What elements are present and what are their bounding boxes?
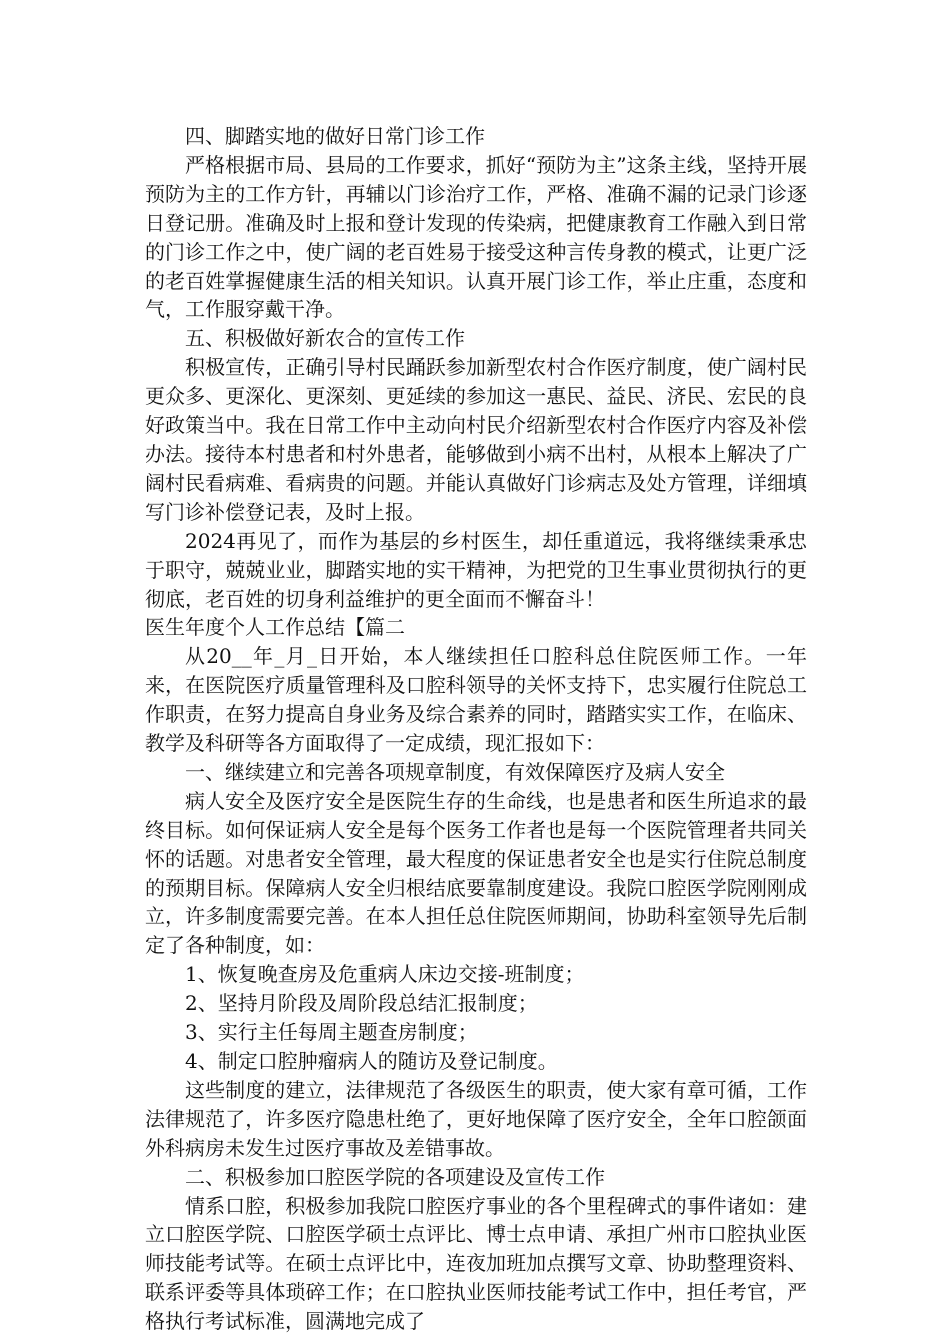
list-item: 4、制定口腔肿瘤病人的随访及登记制度。 [185, 1049, 558, 1073]
body-paragraph: 从20__年_月_日开始，本人继续担任口腔科总住院医师工作。一年来，在医院医疗质量管理科及口腔科领导的关怀支持下，忠实履行住院总工作职责，在努力提高自身业务及综合素养的同时，踏踏实实工作，在临床、教学及科研等各方面取得了一定成绩，现汇报如下： [145, 644, 807, 756]
body-paragraph: 2024再见了，而作为基层的乡村医生，却任重道远，我将继续秉承忠于职守，兢兢业业，脚踏实地的实干精神，为把党的卫生事业贯彻执行的更彻底，老百姓的切身利益维护的更全面而不懈奋斗！ [145, 528, 807, 611]
article-title: 医生年度个人工作总结【篇二 [145, 615, 405, 640]
section-heading-1: 一、继续建立和完善各项规章制度，有效保障医疗及病人安全 [185, 759, 725, 784]
body-paragraph: 这些制度的建立，法律规范了各级医生的职责，使大家有章可循，工作法律规范了，许多医疗隐患杜绝了，更好地保障了医疗安全，全年口腔颌面外科病房未发生过医疗事故及差错事故。 [145, 1077, 807, 1160]
body-paragraph: 情系口腔，积极参加我院口腔医疗事业的各个里程碑式的事件诸如：建立口腔医学院、口腔医学硕士点评比、博士点申请、承担广州市口腔执业医师技能考试等。在硕士点评比中，连夜加班加点撰写文章、协助整理资料、联系评委等具体琐碎工作；在口腔执业医师技能考试工作中，担任考官，严格执行考试标准，圆满地完成了 [145, 1193, 807, 1334]
list-item: 2、坚持月阶段及周阶段总结汇报制度； [185, 991, 538, 1016]
body-paragraph: 严格根据市局、县局的工作要求，抓好“预防为主”这条主线，坚持开展预防为主的工作方针，再辅以门诊治疗工作，严格、准确不漏的记录门诊逐日登记册。准确及时上报和登计发现的传染病，把健康教育工作融入到日常的门诊工作之中，使广阔的老百姓易于接受这种言传身教的模式，让更广泛的老百姓掌握健康生活的相关知识。认真开展门诊工作，举止庄重，态度和气，工作服穿戴干净。 [145, 152, 807, 322]
list-item: 3、实行主任每周主题查房制度； [185, 1020, 478, 1045]
section-heading-5: 五、积极做好新农合的宣传工作 [185, 326, 465, 351]
list-item: 1、恢复晚查房及危重病人床边交接-班制度； [185, 962, 585, 987]
section-heading-4: 四、脚踏实地的做好日常门诊工作 [185, 124, 485, 148]
section-heading-2: 二、积极参加口腔医学院的各项建设及宣传工作 [185, 1164, 605, 1189]
body-paragraph: 病人安全及医疗安全是医院生存的生命线，也是患者和医生所追求的最终目标。如何保证病人安全是每个医务工作者也是每一个医院管理者共同关怀的话题。对患者安全管理，最大程度的保证患者安全也是实行住院总制度的预期目标。保障病人安全归根结底要靠制度建设。我院口腔医学院刚刚成立，许多制度需要完善。在本人担任总住院医师期间，协助科室领导先后制定了各种制度，如： [145, 788, 807, 958]
document-page [145, 122, 807, 1336]
body-paragraph: 积极宣传，正确引导村民踊跃参加新型农村合作医疗制度，使广阔村民更众多、更深化、更深刻、更延续的参加这一惠民、益民、济民、宏民的良好政策当中。我在日常工作中主动向村民介绍新型农村合作医疗内容及补偿办法。接待本村患者和村外患者，能够做到小病不出村，从根本上解决了广阔村民看病难、看病贵的问题。并能认真做好门诊病志及处方管理，详细填写门诊补偿登记表，及时上报。 [145, 355, 807, 524]
